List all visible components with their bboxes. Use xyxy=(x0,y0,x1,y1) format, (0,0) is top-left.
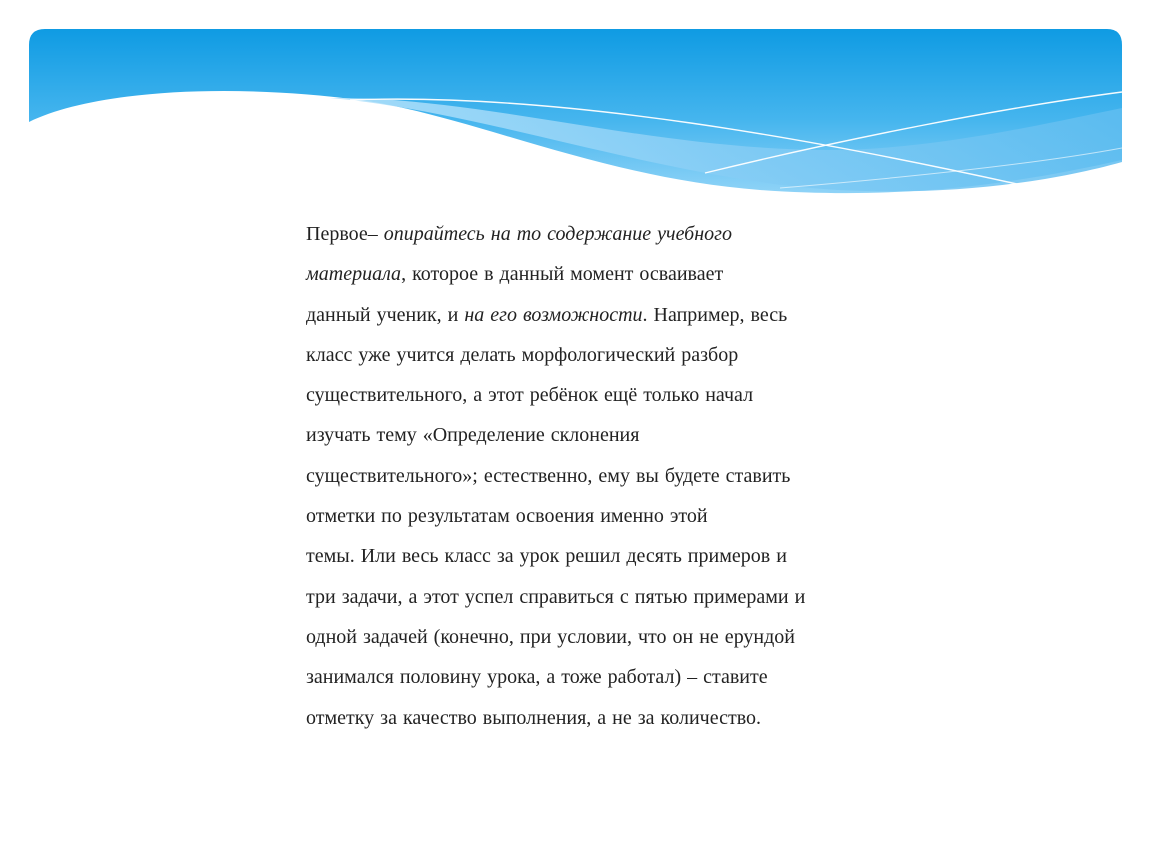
text-line-7: существительного»; естественно, ему вы будете ставить xyxy=(306,464,791,487)
text-line-11: одной задачей (конечно, при условии, что он не ерундой xyxy=(306,625,796,648)
body-paragraph xyxy=(306,214,886,738)
text-line-1: Первое– опирайтесь на то содержание учебного xyxy=(306,223,732,245)
text-line-5: существительного, а этот ребёнок ещё только начал xyxy=(306,384,754,407)
text-line-9: темы. Или весь класс за урок решил десять примеров и xyxy=(306,545,787,568)
text-line-8: отметки по результатам освоения именно этой xyxy=(306,505,708,528)
text-line-3: данный ученик, и на его возможности. Например, весь xyxy=(306,303,788,326)
text-line-12: занимался половину урока, а тоже работал) – ставите xyxy=(306,666,768,689)
text-line-2: материала, которое в данный момент осваивает xyxy=(306,263,724,286)
emphasis-text: на его возможности xyxy=(464,303,643,326)
text-line-4: класс уже учится делать морфологический разбор xyxy=(306,343,739,366)
emphasis-text: материала xyxy=(306,263,402,286)
text-line-6: изучать тему «Определение склонения xyxy=(306,424,640,447)
text-line-13: отметку за качество выполнения, а не за количество. xyxy=(306,706,762,729)
text-line-10: три задачи, а этот успел справиться с пятью примерами и xyxy=(306,585,806,608)
header-wave-decoration xyxy=(0,0,1150,210)
emphasis-text: опирайтесь на то содержание учебного xyxy=(383,223,732,245)
